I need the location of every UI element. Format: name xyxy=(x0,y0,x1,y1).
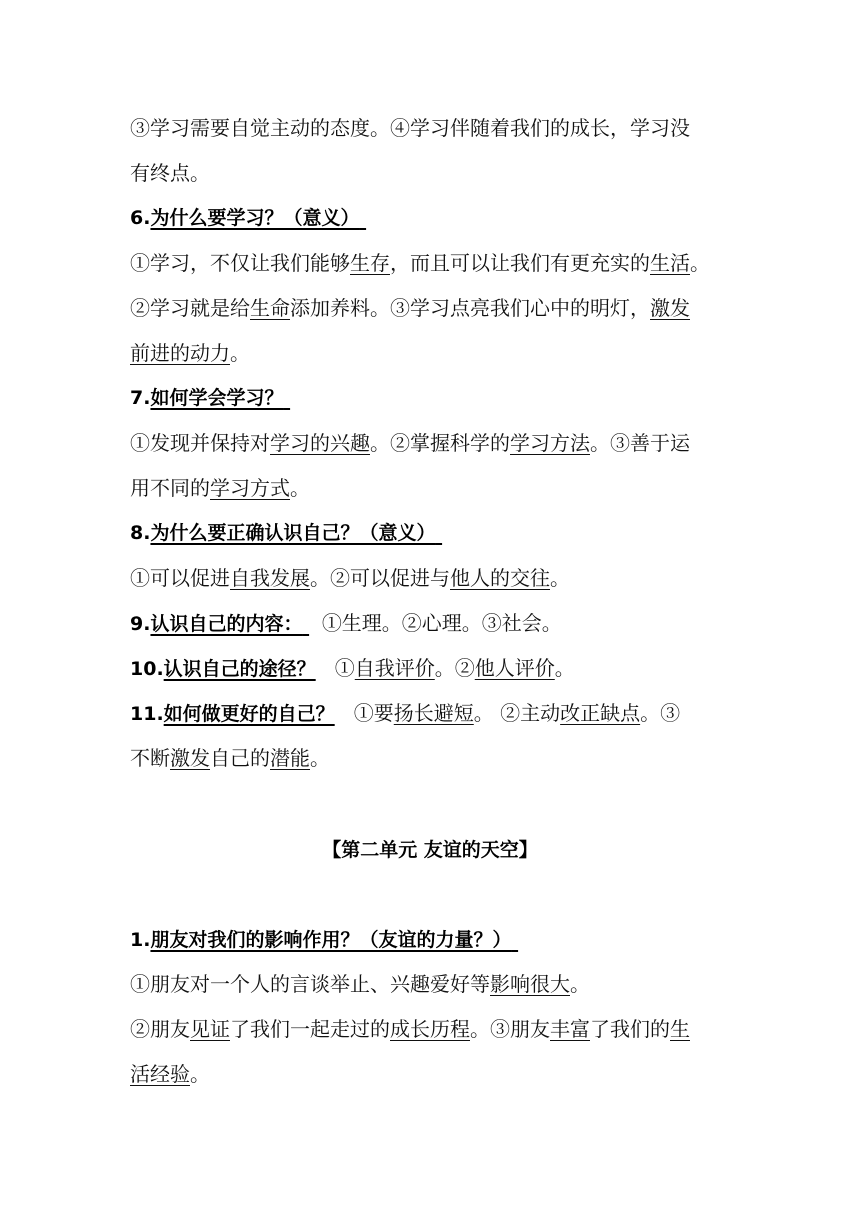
heading-number: 7. xyxy=(130,387,151,409)
key-term: 他人评价 xyxy=(474,656,555,680)
text-segment: 。 xyxy=(554,656,575,680)
text-segment: ①朋友对一个人的言谈举止、兴趣爱好等 xyxy=(130,972,490,996)
text-line xyxy=(130,249,735,277)
heading-number: 10. xyxy=(130,658,164,680)
text-segment: 。 xyxy=(230,341,250,365)
text-segment: 。 xyxy=(690,251,710,275)
heading-number: 1. xyxy=(130,929,151,951)
heading-number: 6. xyxy=(130,207,151,229)
text-segment: 。② xyxy=(434,656,475,680)
key-term: 激发 xyxy=(650,296,690,320)
text-segment: 。 xyxy=(550,566,570,590)
text-line xyxy=(130,970,735,998)
heading-6 xyxy=(130,204,735,232)
heading-title xyxy=(150,207,366,229)
text-segment: 添加养料。③学习点亮我们心中的明灯， xyxy=(290,296,650,320)
text-line xyxy=(130,744,735,772)
text-segment: ①可以促进 xyxy=(130,566,230,590)
heading-title-text: 朋友对我们的影响作用？（友谊的力量？） xyxy=(150,929,512,951)
text-segment: ③学习需要自觉主动的态度。④学习伴随着我们的成长，学习没 xyxy=(130,116,690,140)
heading-number: 9. xyxy=(130,613,151,635)
text-line xyxy=(130,564,735,592)
heading-title-text: 为什么要学习？（意义） xyxy=(150,207,360,229)
heading-11-line xyxy=(130,699,735,728)
text-line xyxy=(130,474,735,502)
text-segment: ①学习，不仅让我们能够 xyxy=(130,251,350,275)
text-segment: 。 xyxy=(310,746,330,770)
text-segment: 了我们一起走过的 xyxy=(230,1017,390,1041)
text-line xyxy=(130,429,735,457)
section-title: 【第二单元 友谊的天空】 xyxy=(322,839,538,861)
text-segment: 了我们的 xyxy=(590,1017,670,1041)
heading-title-text: 为什么要正确认识自己？（意义） xyxy=(150,522,436,544)
text-segment: 。 ②主动 xyxy=(473,701,561,725)
text-segment: 用不同的 xyxy=(130,476,210,500)
heading-title xyxy=(150,613,309,635)
heading-7 xyxy=(130,384,735,412)
text-segment: ①要 xyxy=(353,701,394,725)
heading-number: 11. xyxy=(130,703,164,725)
heading-10-line xyxy=(130,654,735,683)
heading-title xyxy=(150,929,518,951)
key-term: 自我评价 xyxy=(354,656,435,680)
text-line xyxy=(130,339,735,367)
heading-title xyxy=(150,387,290,409)
text-segment: 。 xyxy=(570,972,590,996)
key-term: 改正缺点 xyxy=(560,701,641,725)
key-term: 生 xyxy=(670,1017,690,1041)
heading-title xyxy=(150,522,442,544)
text-segment: 有终点。 xyxy=(130,161,210,185)
heading-8 xyxy=(130,519,735,547)
text-segment: 。 xyxy=(290,476,310,500)
key-term: 激发 xyxy=(170,746,210,770)
text-segment: ①发现并保持对 xyxy=(130,431,270,455)
key-term: 丰富 xyxy=(550,1017,590,1041)
text-segment: ②学习就是给 xyxy=(130,296,250,320)
key-term: 潜能 xyxy=(270,746,310,770)
key-term: 影响很大 xyxy=(490,972,570,996)
key-term: 生存 xyxy=(350,251,390,275)
key-term: 成长历程 xyxy=(390,1017,470,1041)
heading-9-line xyxy=(130,609,735,638)
key-term: 见证 xyxy=(190,1017,230,1041)
heading-title-text: 如何学会学习？ xyxy=(150,387,284,409)
text-line xyxy=(130,114,735,142)
text-line xyxy=(130,294,735,322)
text-segment: 。③善于运 xyxy=(590,431,690,455)
key-term: 生命 xyxy=(250,296,290,320)
key-term: 学习方法 xyxy=(510,431,590,455)
text-line xyxy=(130,159,735,187)
heading-s2-1 xyxy=(130,926,735,954)
key-term: 自我发展 xyxy=(230,566,310,590)
text-segment: 。③ xyxy=(640,701,681,725)
key-term: 生活 xyxy=(650,251,690,275)
text-segment: ①生理。②心理。③社会。 xyxy=(321,611,562,635)
text-segment: 。②可以促进与 xyxy=(310,566,450,590)
text-line xyxy=(130,1060,735,1088)
key-term: 学习的兴趣 xyxy=(270,431,370,455)
key-term: 活经验 xyxy=(130,1062,190,1086)
key-term: 他人的交往 xyxy=(450,566,550,590)
key-term: 扬长避短 xyxy=(393,701,474,725)
heading-title: 认识自己的途径？ xyxy=(163,658,316,680)
key-term: 前进的动力 xyxy=(130,341,230,365)
heading-number: 8. xyxy=(130,522,151,544)
key-term: 学习方式 xyxy=(210,476,290,500)
heading-title: 如何做更好的自己？ xyxy=(163,703,335,725)
text-segment: 自己的 xyxy=(210,746,270,770)
text-segment: ②朋友 xyxy=(130,1017,190,1041)
text-segment: 。③朋友 xyxy=(470,1017,550,1041)
text-segment: ，而且可以让我们有更充实的 xyxy=(390,251,650,275)
text-line xyxy=(130,1015,735,1043)
text-segment: 。 xyxy=(190,1062,210,1086)
text-segment: ① xyxy=(334,656,355,680)
heading-title-text: 认识自己的内容： xyxy=(150,613,303,635)
text-segment: 。②掌握科学的 xyxy=(370,431,510,455)
text-segment: 不断 xyxy=(130,746,170,770)
